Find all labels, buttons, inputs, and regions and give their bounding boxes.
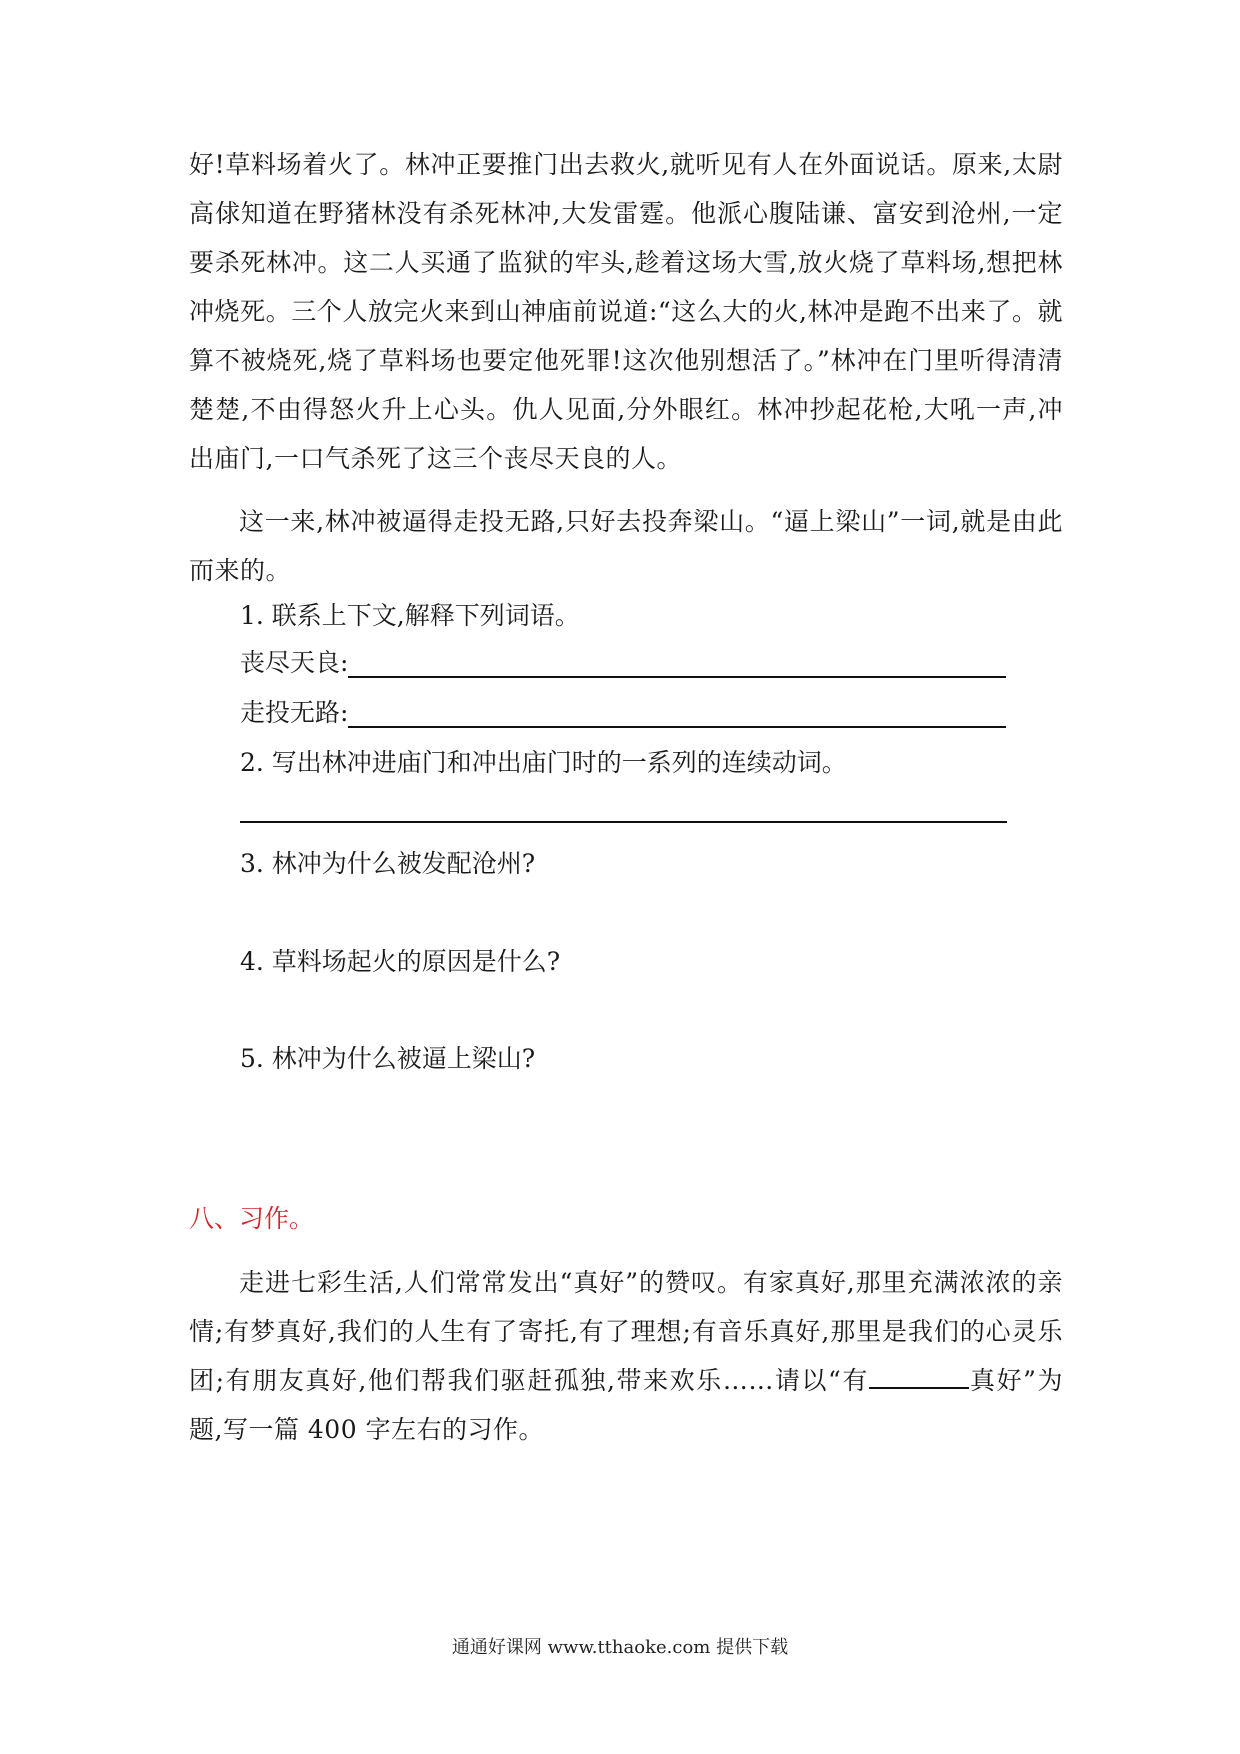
question-1: 1. 联系上下文,解释下列词语。 [240, 601, 580, 630]
q1-answer-line-1[interactable] [348, 646, 1006, 678]
q1-answer-line-2[interactable] [348, 696, 1006, 728]
q1-term-label-1: 丧尽天良: [240, 648, 349, 677]
q1-term-label-2: 走投无路: [240, 698, 349, 727]
question-4: 4. 草料场起火的原因是什么? [240, 947, 561, 976]
story-paragraph-1: 好!草料场着火了。林冲正要推门出去救火,就听见有人在外面说话。原来,太尉高俅知道在野猪林没有杀死林冲,大发雷霆。他派心腹陆谦、富安到沧州,一定要杀死林冲。这二人买通了监狱的牢头,趁着这场大雪,放火烧了草料场,想把林冲烧死。三个人放完火来到山神庙前说道:“这么大的火,林冲是跑不出来了。就算不被烧死,烧了草料场也要定他死罪!这次他别想活了。”林冲在门里听得清清楚楚,不由得怒火升上心头。仇人见面,分外眼红。林冲抄起花枪,大吼一声,冲出庙门,一口气杀死了这三个丧尽天良的人。 [189, 150, 1063, 473]
prompt-text-before-blank: 走进七彩生活,人们常常发出“真好”的赞叹。有家真好,那里充满浓浓的亲情;有梦真好,我们的人生有了寄托,有了理想;有音乐真好,那里是我们的心灵乐团;有朋友真好,他们帮我们驱赶孤独,带来欢乐……请以“有 [189, 1268, 1063, 1395]
title-blank[interactable] [869, 1363, 969, 1389]
question-2: 2. 写出林冲进庙门和冲出庙门时的一系列的连续动词。 [240, 748, 847, 777]
section-8-prompt [189, 1258, 1063, 1454]
question-5: 5. 林冲为什么被逼上梁山? [240, 1044, 536, 1073]
q2-answer-line[interactable] [240, 821, 1007, 823]
story-paragraph-2: 这一来,林冲被逼得走投无路,只好去投奔梁山。“逼上梁山”一词,就是由此而来的。 [189, 507, 1063, 585]
q1-term-row-1 [240, 642, 1006, 678]
section-8-heading: 八、习作。 [189, 1204, 315, 1233]
q1-term-row-2 [240, 692, 1006, 728]
question-3: 3. 林冲为什么被发配沧州? [240, 849, 536, 878]
prompt-text-after-blank: 真好”为题,写一篇 400 字左右的习作。 [189, 1366, 1063, 1444]
page-footer: 通通好课网 www.tthaoke.com 提供下载 [451, 1637, 789, 1658]
